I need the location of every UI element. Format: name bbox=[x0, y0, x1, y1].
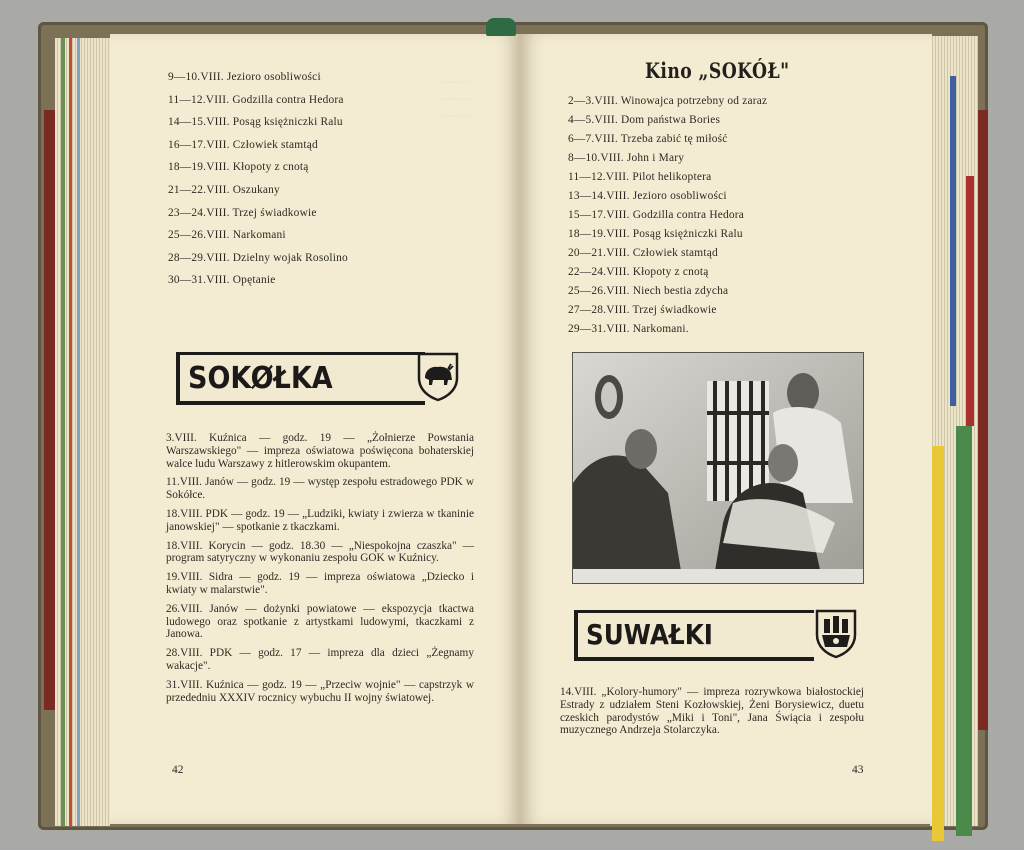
schedule-row: 2—3.VIII. Winowajca potrzebny od zaraz bbox=[568, 95, 768, 107]
event-entry: 31.VIII. Kuźnica — godz. 19 — „Przeciw wojnie" — capstrzyk w przededniu XXXIV rocznicy wybuchu II wojny światowej. bbox=[166, 678, 474, 704]
bookmark-ribbon bbox=[486, 18, 516, 36]
schedule-row: 18—19.VIII. Kłopoty z cnotą bbox=[168, 161, 309, 174]
left-page: ⋯⋯⋯ ⋯⋯⋯ ⋯⋯⋯ 9—10.VIII. Jezioro osobliwości 11—12.VIII. Godzilla contra Hedora 14—15.VIII. Posąg księżniczki Ralu 16—17.VIII. Człowiek stamtąd 18—19.VIII. Kłopoty z cnotą 21—22.VIII. Oszukany 23—24.VIII. Trzej świadkowie 25—26.VIII. Narkomani 28—29.VIII. Dzielny wojak Rosolino 30—31.VIII. Opętanie SOKØŁKA 3.VIII. Kuźnica — godz. 19 — „Żołnierze Powstania Warszawskiego" — impreza oświatowa poświęcona bohaterskiej walce ludu Warszawy z hitlerowskim okupantem. 11.VIII. Janów — godz. 19 — występ zespołu estradowego PDK w Sokółce. 18.VIII. PDK — godz. 19 — „Ludziki, kwiaty i zwierza w tkaninie janowskiej" — spotkanie z tkaczkami. 18.VIII. Korycin — godz. 18.30 — „Niespokojna czaszka" — program satyryczny w wykonaniu zespołu GOK w Kuźnicy. 19.VIII. Sidra — godz. 19 — impreza oświatowa „Dziecko i kwiaty w malarstwie". 26.VIII. Janów — dożynki powiatowe — ekspozycja tkactwa ludowego oraz spotkanie z artystkami ludowymi, tkaczkami z Janowa. 28.VIII. PDK — godz. 17 — impreza dla dzieci „Żegnamy wakacje". 31.VIII. Kuźnica — godz. 19 — „Przeciw wojnie" — capstrzyk w przededniu XXXIV rocznicy wybuchu II wojny światowej. 42 bbox=[110, 34, 520, 824]
page-edges-right bbox=[930, 36, 978, 826]
page-number: 43 bbox=[852, 764, 864, 776]
page-heading: Kino „SOKÓŁ" bbox=[645, 58, 790, 83]
left-schedule bbox=[168, 66, 348, 292]
city-crest-icon bbox=[814, 607, 858, 664]
schedule-row: 6—7.VIII. Trzeba zabić tę miłość bbox=[568, 133, 728, 145]
page-number: 42 bbox=[172, 764, 184, 776]
event-entry: 14.VIII. „Kolory-humory" — impreza rozrywkowa białostockiej Estrady z udziałem Steni Kozłowskiej, Żeni Borysiewicz, duetu czeskich parodystów „Miki i Toni", Jana Świącia i zespołu muzycznego Andrzeja Stolarczyka. bbox=[560, 686, 864, 737]
schedule-row: 8—10.VIII. John i Mary bbox=[568, 152, 685, 164]
suwalki-banner bbox=[574, 610, 864, 670]
tab-marker-blue bbox=[950, 76, 956, 406]
schedule-row: 4—5.VIII. Dom państwa Bories bbox=[568, 114, 721, 126]
event-entry: 28.VIII. PDK — godz. 17 — impreza dla dzieci „Żegnamy wakacje". bbox=[166, 647, 474, 672]
sokolka-banner bbox=[176, 352, 466, 412]
film-still-photo bbox=[572, 352, 864, 584]
tab-marker-yellow bbox=[932, 446, 944, 841]
schedule-row: 28—29.VIII. Dzielny wojak Rosolino bbox=[168, 251, 348, 264]
right-events bbox=[560, 686, 864, 743]
schedule-row: 11—12.VIII. Pilot helikoptera bbox=[568, 171, 712, 183]
schedule-row: 21—22.VIII. Oszukany bbox=[168, 183, 280, 196]
banner-title: SOKØŁKA bbox=[188, 361, 333, 396]
event-entry: 11.VIII. Janów — godz. 19 — występ zespołu estradowego PDK w Sokółce. bbox=[166, 476, 474, 502]
page-edges-left bbox=[55, 38, 110, 826]
right-schedule bbox=[568, 92, 767, 339]
schedule-row: 23—24.VIII. Trzej świadkowie bbox=[168, 206, 317, 219]
event-entry: 18.VIII. Korycin — godz. 18.30 — „Niespokojna czaszka" — program satyryczny w wykonaniu zespołu GOK w Kuźnicy. bbox=[166, 539, 474, 565]
schedule-row: 20—21.VIII. Człowiek stamtąd bbox=[568, 247, 718, 259]
schedule-row: 29—31.VIII. Narkomani. bbox=[568, 323, 689, 335]
right-page bbox=[520, 34, 932, 824]
schedule-row: 13—14.VIII. Jezioro osobliwości bbox=[568, 190, 727, 202]
tab-marker-red bbox=[966, 176, 974, 426]
schedule-row: 9—10.VIII. Jezioro osobliwości bbox=[168, 71, 321, 83]
tab-marker-green bbox=[956, 426, 972, 836]
event-entry: 18.VIII. PDK — godz. 19 — „Ludziki, kwiaty i zwierza w tkaninie janowskiej" — spotkanie z tkaczkami. bbox=[166, 507, 474, 533]
banner-title: SUWAŁKI bbox=[586, 618, 713, 651]
schedule-row: 16—17.VIII. Człowiek stamtąd bbox=[168, 138, 318, 151]
schedule-row: 25—26.VIII. Narkomani bbox=[168, 229, 286, 242]
schedule-row: 11—12.VIII. Godzilla contra Hedora bbox=[168, 93, 344, 106]
event-entry: 3.VIII. Kuźnica — godz. 19 — „Żołnierze Powstania Warszawskiego" — impreza oświatowa poświęcona bohaterskiej walce ludu Warszawy z hitlerowskim okupantem. bbox=[166, 432, 474, 470]
schedule-row: 27—28.VIII. Trzej świadkowie bbox=[568, 304, 717, 316]
schedule-row: 18—19.VIII. Posąg księżniczki Ralu bbox=[568, 228, 743, 240]
event-entry: 26.VIII. Janów — dożynki powiatowe — ekspozycja tkactwa ludowego oraz spotkanie z artystkami ludowymi, tkaczkami z Janowa. bbox=[166, 602, 474, 641]
bison-crest-icon bbox=[416, 350, 460, 407]
schedule-row: 14—15.VIII. Posąg księżniczki Ralu bbox=[168, 116, 343, 129]
schedule-row: 22—24.VIII. Kłopoty z cnotą bbox=[568, 266, 709, 278]
schedule-row: 15—17.VIII. Godzilla contra Hedora bbox=[568, 209, 745, 221]
schedule-row: 25—26.VIII. Niech bestia zdycha bbox=[568, 285, 729, 297]
left-events bbox=[166, 432, 474, 710]
schedule-row: 30—31.VIII. Opętanie bbox=[168, 274, 276, 287]
event-entry: 19.VIII. Sidra — godz. 19 — impreza oświatowa „Dziecko i kwiaty w malarstwie". bbox=[166, 571, 474, 596]
